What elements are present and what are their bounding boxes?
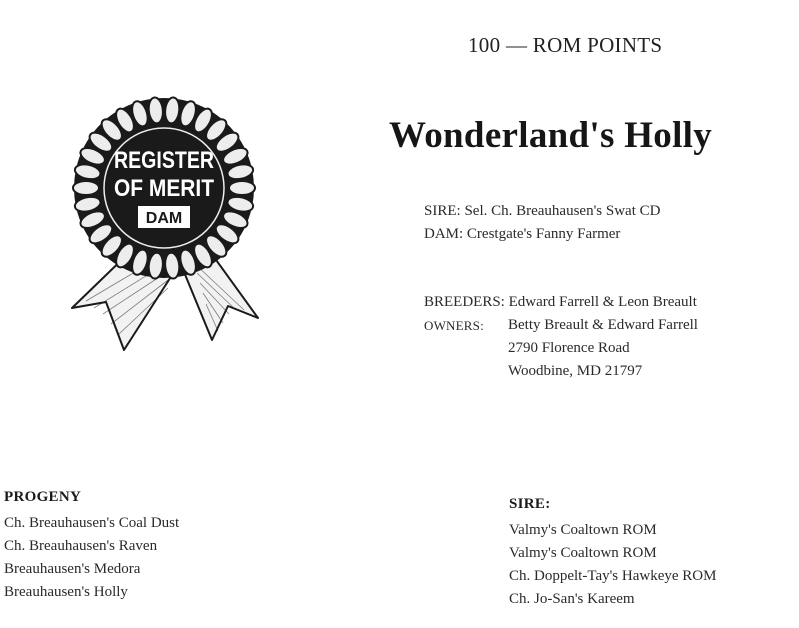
list-item: Ch. Breauhausen's Coal Dust — [4, 515, 180, 531]
address-line-1: 2790 Florence Road — [508, 340, 630, 356]
dam-value: Crestgate's Fanny Farmer — [466, 226, 621, 242]
breeders-value: Edward Farrell & Leon Breault — [508, 294, 697, 310]
dog-name-title: Wonderland's Holly — [389, 115, 713, 156]
list-item: Ch. Breauhausen's Raven — [4, 538, 158, 554]
rosette-petal — [73, 181, 99, 195]
list-item: Breauhausen's Holly — [4, 584, 128, 600]
dam-line — [424, 223, 660, 246]
list-item: Valmy's Coaltown ROM — [509, 545, 657, 561]
list-item: Ch. Doppelt-Tay's Hawkeye ROM — [509, 568, 717, 584]
breeders-line — [424, 291, 698, 314]
owners-line — [424, 314, 698, 337]
pedigree-block — [424, 200, 660, 246]
sire-heading: SIRE: — [509, 496, 551, 512]
sire-line — [424, 200, 660, 223]
progeny-heading: PROGENY — [4, 489, 82, 505]
rom-points-heading: 100 — ROM POINTS — [468, 33, 663, 57]
sire-list — [509, 519, 716, 611]
dam-label: DAM: — [424, 226, 464, 242]
address-line-2: Woodbine, MD 21797 — [508, 363, 643, 379]
list-item: Breauhausen's Medora — [4, 561, 141, 577]
owners-value: Betty Breault & Edward Farrell — [508, 317, 698, 333]
list-item: Ch. Jo-San's Kareem — [509, 591, 635, 607]
progeny-section — [4, 489, 179, 604]
progeny-list — [4, 512, 179, 604]
badge-line-register: REGISTER — [114, 147, 214, 174]
breeders-owners-block — [424, 291, 698, 383]
badge-line-of-merit: OF MERIT — [114, 175, 215, 202]
list-item: Valmy's Coaltown ROM — [509, 522, 657, 538]
sire-section — [509, 496, 716, 611]
sire-label: SIRE: — [424, 203, 461, 219]
breeders-label: BREEDERS: — [424, 294, 505, 310]
rosette-petal — [229, 181, 255, 195]
owners-label: OWNERS: — [424, 318, 484, 333]
badge-line-dam: DAM — [145, 210, 183, 227]
register-of-merit-ribbon — [66, 96, 262, 358]
sire-value: Sel. Ch. Breauhausen's Swat CD — [464, 203, 661, 219]
